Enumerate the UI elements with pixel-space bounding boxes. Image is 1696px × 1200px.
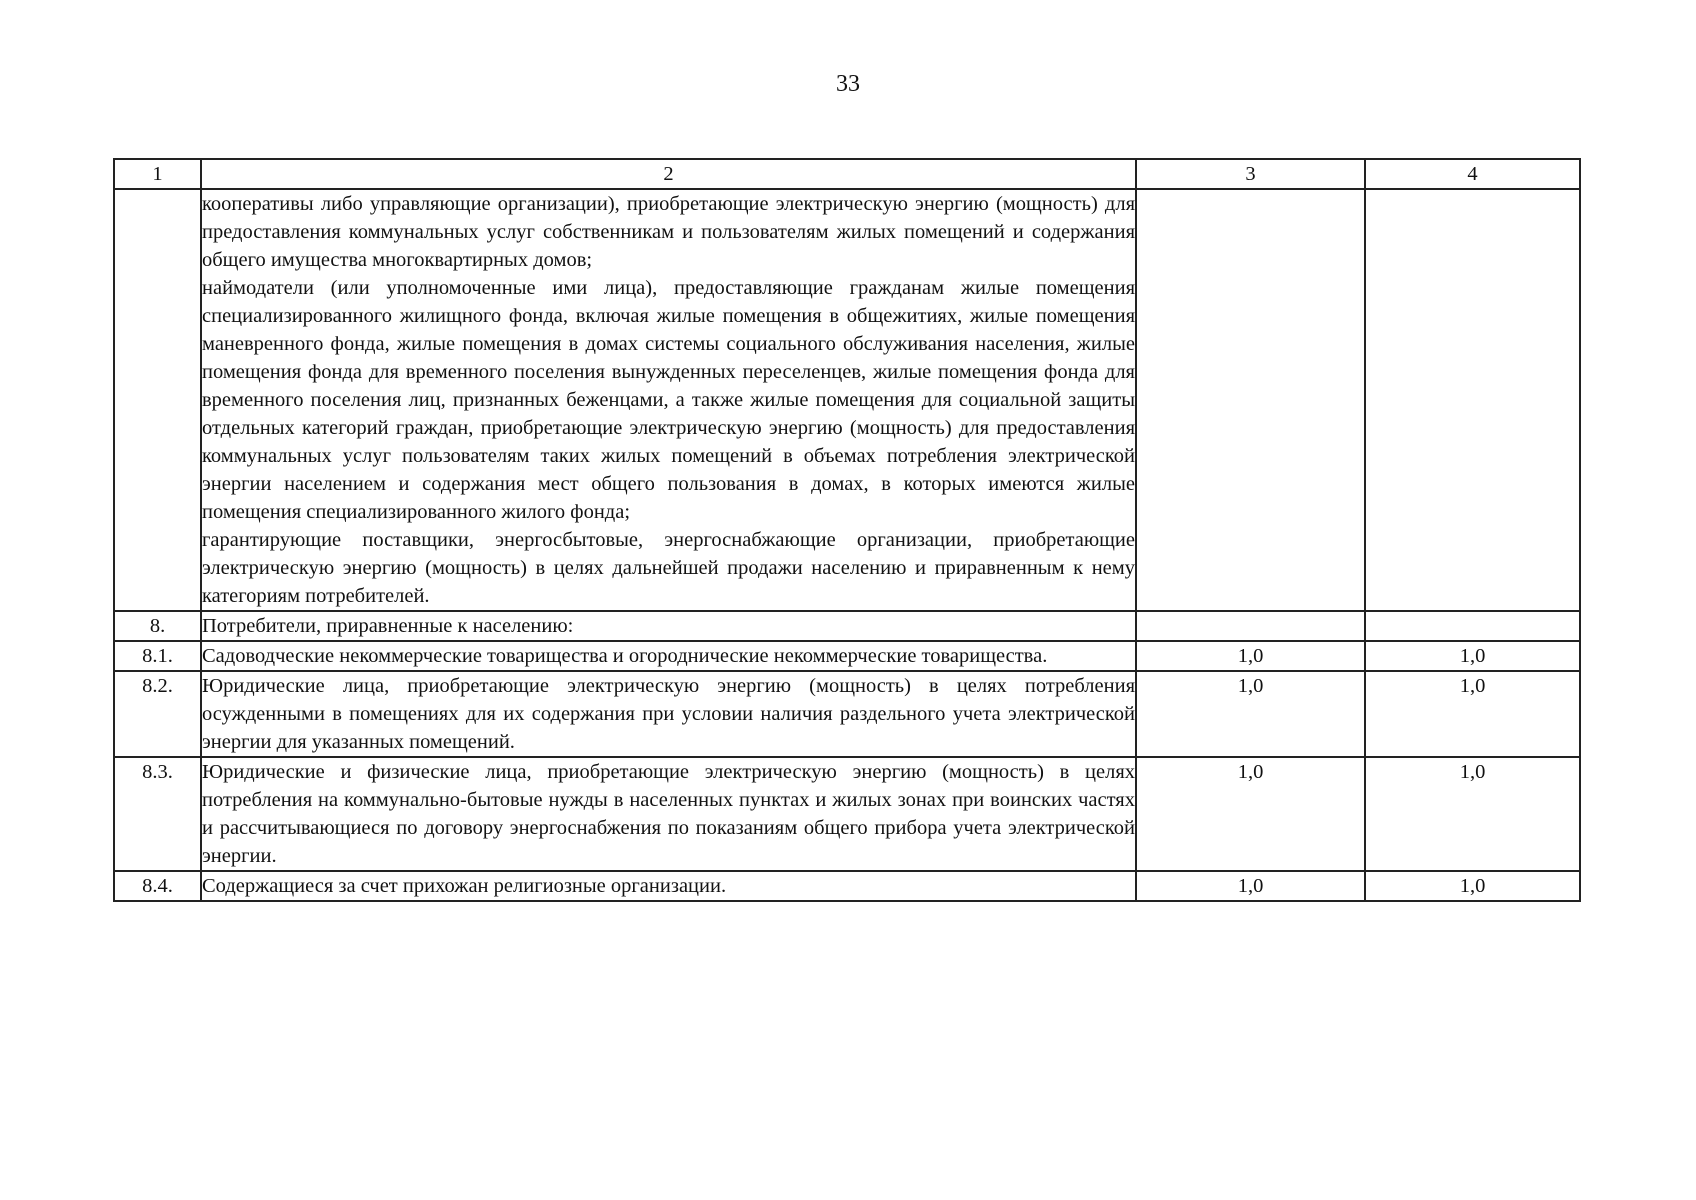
description-cell: Юридические и физические лица, приобретающие электрическую энергию (мощность) в целях потребления на коммунально-бытовые нужды в населенных пунктах и жилых зонах при воинских частях и рассчитывающиеся по договору энергоснабжения по показаниям общего прибора учета электрической энергии. (201, 757, 1136, 871)
description-cell: Садоводческие некоммерческие товарищества и огороднические некоммерческие товарищества. (201, 641, 1136, 671)
paragraph: гарантирующие поставщики, энергосбытовые, энергоснабжающие организации, приобретающие электрическую энергию (мощность) в целях дальнейшей продажи населению и приравненным к нему категориям потребителей. (202, 529, 1135, 607)
table-row (114, 611, 1580, 641)
column-header-1: 1 (114, 159, 201, 189)
description-cell: Содержащиеся за счет прихожан религиозные организации. (201, 871, 1136, 901)
column-header-4: 4 (1365, 159, 1580, 189)
table-row (114, 641, 1580, 671)
value-cell-col3 (1136, 189, 1365, 611)
value-cell-col4: 1,0 (1365, 871, 1580, 901)
value-cell-col4: 1,0 (1365, 757, 1580, 871)
row-number-cell: 8.4. (114, 871, 201, 901)
value-cell-col3: 1,0 (1136, 757, 1365, 871)
table-row (114, 757, 1580, 871)
value-cell-col3: 1,0 (1136, 871, 1365, 901)
description-cell (201, 189, 1136, 611)
paragraph: кооперативы либо управляющие организации), приобретающие электрическую энергию (мощность) для предоставления коммунальных услуг собственникам и пользователям жилых помещений и содержания общего имущества многоквартирных домов; (202, 193, 1135, 271)
page-number: 33 (836, 71, 860, 97)
table-header-row (114, 159, 1580, 189)
value-cell-col4: 1,0 (1365, 671, 1580, 757)
table-row (114, 671, 1580, 757)
value-cell-col3 (1136, 611, 1365, 641)
tariff-table (113, 158, 1581, 902)
value-cell-col3: 1,0 (1136, 641, 1365, 671)
row-number-cell (114, 189, 201, 611)
row-number-cell: 8.2. (114, 671, 201, 757)
column-header-3: 3 (1136, 159, 1365, 189)
row-number-cell: 8.1. (114, 641, 201, 671)
value-cell-col3: 1,0 (1136, 671, 1365, 757)
column-header-2: 2 (201, 159, 1136, 189)
value-cell-col4 (1365, 189, 1580, 611)
description-cell: Юридические лица, приобретающие электрическую энергию (мощность) в целях потребления осужденными в помещениях для их содержания при условии наличия раздельного учета электрической энергии для указанных помещений. (201, 671, 1136, 757)
table-row (114, 871, 1580, 901)
row-number-cell: 8. (114, 611, 201, 641)
table-row-continuation (114, 189, 1580, 611)
description-cell: Потребители, приравненные к населению: (201, 611, 1136, 641)
row-number-cell: 8.3. (114, 757, 201, 871)
paragraph: наймодатели (или уполномоченные ими лица), предоставляющие гражданам жилые помещения специализированного жилищного фонда, включая жилые помещения в общежитиях, жилые помещения маневренного фонда, жилые помещения в домах системы социального обслуживания населения, жилые помещения фонда для временного поселения вынужденных переселенцев, жилые помещения фонда для временного поселения лиц, признанных беженцами, а также жилые помещения для социальной защиты отдельных категорий граждан, приобретающие электрическую энергию (мощность) для предоставления коммунальных услуг пользователям таких жилых помещений в объемах потребления электрической энергии населением и содержания мест общего пользования в домах, в которых имеются жилые помещения специализированного жилого фонда; (202, 277, 1135, 523)
value-cell-col4: 1,0 (1365, 641, 1580, 671)
value-cell-col4 (1365, 611, 1580, 641)
